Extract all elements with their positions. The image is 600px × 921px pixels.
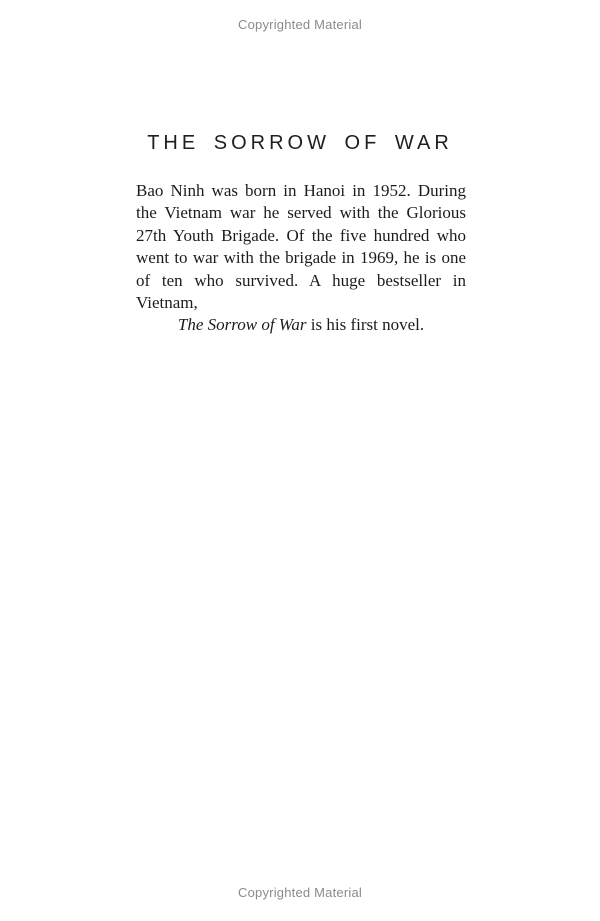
author-bio bbox=[136, 180, 466, 337]
bio-line: the Vietnam war he served with the Glorious bbox=[136, 203, 466, 223]
bio-line: Bao Ninh was born in Hanoi in 1952. During bbox=[136, 181, 466, 200]
bio-book-title-italic: The Sorrow of War bbox=[177, 315, 307, 335]
bio-last-line bbox=[136, 314, 466, 336]
bio-last-line-rest: is his first novel. bbox=[306, 315, 425, 335]
bio-line: 27th Youth Brigade. Of the five hundred who bbox=[136, 225, 466, 245]
copyright-notice-bottom: Copyrighted Material bbox=[238, 885, 362, 900]
bio-line: went to war with the brigade in 1969, he is one bbox=[136, 248, 466, 268]
copyright-notice-top: Copyrighted Material bbox=[238, 17, 362, 32]
bio-line: of ten who survived. A huge bestseller in Vietnam, bbox=[136, 270, 466, 313]
book-title: THE SORROW OF WAR bbox=[147, 132, 453, 154]
